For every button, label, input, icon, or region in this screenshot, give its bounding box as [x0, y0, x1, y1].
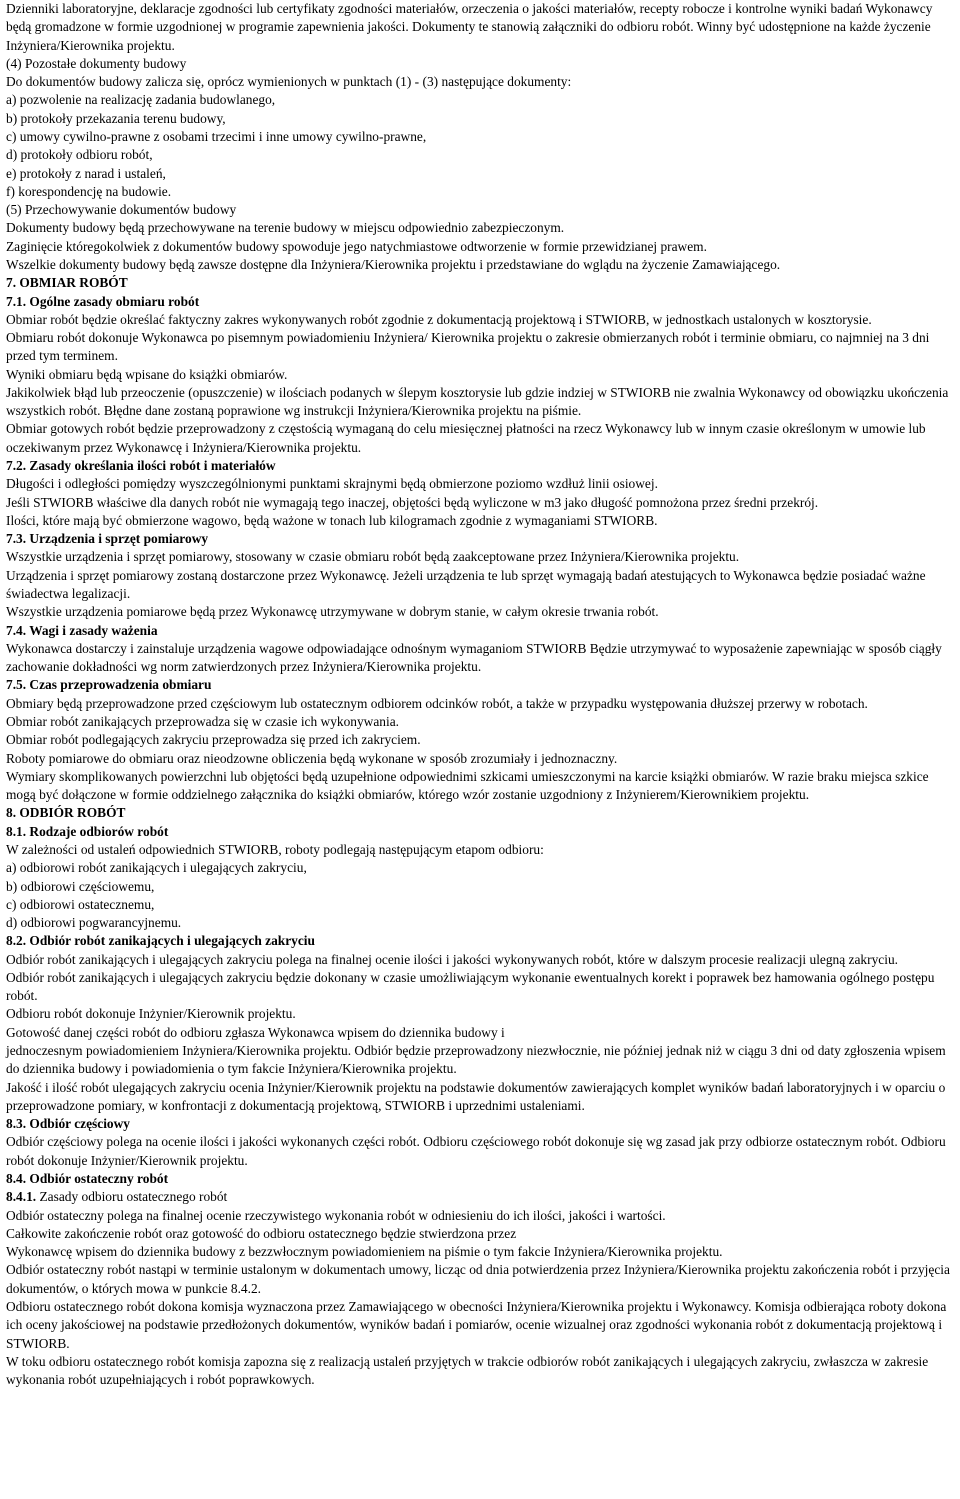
- paragraph: d) odbiorowi pogwarancyjnemu.: [6, 915, 182, 931]
- paragraph: jednoczesnym powiadomieniem Inżyniera/Kierownika projektu. Odbiór będzie przeprowadzony niezwłocznie, nie później jednak niż w ciągu 3 dni od daty zgłoszenia wpisem do dziennika budowy i powiadomienia o tym fakcie Inżyniera/Kierownika projektu.: [6, 1043, 946, 1077]
- section-heading: 7.4. Wagi i zasady ważenia: [6, 622, 158, 638]
- paragraph: Dokumenty budowy będą przechowywane na terenie budowy w miejscu odpowiednio zabezpieczonym.: [6, 220, 565, 236]
- paragraph: Odbiór ostateczny robót nastąpi w terminie ustalonym w dokumentach umowy, licząc od dnia potwierdzenia przez Inżyniera/Kierownika projektu zakończenia robót i przyjęcia dokumentów, o których mowa w punkcie 8.4.2.: [6, 1262, 950, 1296]
- section-heading: 8.3. Odbiór częściowy: [6, 1116, 130, 1132]
- paragraph: f) korespondencję na budowie.: [6, 183, 172, 199]
- paragraph: c) umowy cywilno-prawne z osobami trzecimi i inne umowy cywilno-prawne,: [6, 128, 427, 144]
- paragraph: e) protokoły z narad i ustaleń,: [6, 165, 166, 181]
- paragraph: (4) Pozostałe dokumenty budowy: [6, 55, 187, 71]
- section-heading: 8.2. Odbiór robót zanikających i ulegających zakryciu: [6, 933, 315, 949]
- paragraph: Wykonawcę wpisem do dziennika budowy z bezzwłocznym powiadomieniem na piśmie o tym fakcie Inżyniera/Kierownika projektu.: [6, 1244, 723, 1260]
- subsection-title: Zasady odbioru ostatecznego robót: [36, 1189, 228, 1205]
- paragraph: Wymiary skomplikowanych powierzchni lub objętości będą uzupełnione odpowiednimi szkicami umieszczonymi na karcie książki obmiarów. W razie braku miejsca szkice mogą być dołączone w formie oddzielnego załącznika do książki obmiarów, którego wzór zostanie uzgodniony z Inżynierem/Kierownikiem projektu.: [6, 768, 929, 803]
- section-heading: 7.5. Czas przeprowadzenia obmiaru: [6, 677, 212, 693]
- paragraph: (5) Przechowywanie dokumentów budowy: [6, 202, 237, 218]
- section-heading: 7.2. Zasady określania ilości robót i materiałów: [6, 458, 276, 474]
- paragraph: Jeśli STWIORB właściwe dla danych robót nie wymagają tego inaczej, objętości będą wyliczone w m3 jako długość pomnożona przez średni przekrój.: [6, 494, 819, 510]
- paragraph: Ilości, które mają być obmierzone wagowo, będą ważone w tonach lub kilogramach zgodnie z wymaganiami STWIORB.: [6, 512, 658, 528]
- paragraph: Odbioru robót dokonuje Inżynier/Kierownik projektu.: [6, 1006, 296, 1022]
- paragraph: Do dokumentów budowy zalicza się, oprócz wymienionych w punktach (1) - (3) następujące dokumenty:: [6, 74, 572, 90]
- section-heading: 8.1. Rodzaje odbiorów robót: [6, 823, 169, 839]
- paragraph: Obmiar robót zanikających przeprowadza się w czasie ich wykonywania.: [6, 713, 399, 729]
- paragraph: Roboty pomiarowe do obmiaru oraz nieodzowne obliczenia będą wykonane w sposób zrozumiały i jednoznaczny.: [6, 750, 618, 766]
- paragraph: Wykonawca dostarczy i zainstaluje urządzenia wagowe odpowiadające odnośnym wymaganiom STWIORB Będzie utrzymywać to wyposażenie zapewniając w sposób ciągły zachowanie dokładności wg norm zatwierdzonych przez Inżyniera/Kierownika projektu.: [6, 640, 942, 675]
- paragraph: Odbiór robót zanikających i ulegających zakryciu będzie dokonany w czasie umożliwiającym wykonanie ewentualnych korekt i poprawek bez hamowania ogólnego postępu robót.: [6, 969, 935, 1004]
- paragraph: Jakikolwiek błąd lub przeoczenie (opuszczenie) w ilościach podanych w ślepym kosztorysie lub gdzie indziej w STWIORB nie zwalnia Wykonawcy od obowiązku ukończenia wszystkich robót. Błędne dane zostaną poprawione wg instrukcji Inżyniera/Kierownika projektu na piśmie.: [6, 384, 949, 419]
- paragraph: Obmiar robót będzie określać faktyczny zakres wykonywanych robót zgodnie z dokumentacją projektową i STWIORB, w jednostkach ustalonych w kosztorysie.: [6, 311, 872, 327]
- paragraph: Obmiaru robót dokonuje Wykonawca po pisemnym powiadomieniu Inżyniera/ Kierownika projektu o zakresie obmierzanych robót i terminie obmiaru, co najmniej na 3 dni przed tym terminem.: [6, 330, 930, 364]
- section-heading: 7.1. Ogólne zasady obmiaru robót: [6, 293, 200, 309]
- paragraph: Wszystkie urządzenia i sprzęt pomiarowy, stosowany w czasie obmiaru robót będą zaakceptowane przez Inżyniera/Kierownika projektu.: [6, 549, 740, 565]
- paragraph: Wyniki obmiaru będą wpisane do książki obmiarów.: [6, 366, 288, 382]
- paragraph: d) protokoły odbioru robót,: [6, 147, 153, 163]
- paragraph: Gotowość danej części robót do odbioru zgłasza Wykonawca wpisem do dziennika budowy i: [6, 1024, 505, 1040]
- section-heading: 8.4. Odbiór ostateczny robót: [6, 1171, 169, 1186]
- paragraph: Długości i odległości pomiędzy wyszczególnionymi punktami skrajnymi będą obmierzone poziomo wzdłuż linii osiowej.: [6, 476, 658, 492]
- paragraph: Jakość i ilość robót ulegających zakryciu ocenia Inżynier/Kierownik projektu na podstawie dokumentów zawierających komplet wyników badań laboratoryjnych i w oparciu o przeprowadzone pomiary, w konfrontacji z dokumentacją projektową, STWIORB i uprzednimi ustaleniami.: [6, 1079, 946, 1113]
- paragraph: Obmiar robót podlegających zakryciu przeprowadza się przed ich zakryciem.: [6, 732, 421, 748]
- subsection-paragraph: [6, 1188, 954, 1206]
- paragraph: Urządzenia i sprzęt pomiarowy zostaną dostarczone przez Wykonawcę. Jeżeli urządzenia te lub sprzęt wymagają badań atestujących to Wykonawca będzie posiadać ważne świadectwa legalizacji.: [6, 567, 926, 601]
- paragraph: Dzienniki laboratoryjne, deklaracje zgodności lub certyfikaty zgodności materiałów, orzeczenia o jakości materiałów, recepty robocze i kontrolne wyniki badań Wykonawcy będą gromadzone w formie uzgodnionej w programie zapewnienia jakości. Dokumenty te stanowią załączniki do odbioru robót. Winny być udostępnione na każde życzenie Inżyniera/Kierownika projektu.: [6, 1, 933, 53]
- paragraph: Wszelkie dokumenty budowy będą zawsze dostępne dla Inżyniera/Kierownika projektu i przedstawiane do wglądu na życzenie Zamawiającego.: [6, 256, 781, 272]
- paragraph: W toku odbioru ostatecznego robót komisja zapozna się z realizacją ustaleń przyjętych w trakcie odbiorów robót zanikających i ulegających zakryciu, zwłaszcza w zakresie wykonania robót uzupełniających i robót poprawkowych.: [6, 1353, 929, 1388]
- paragraph: W zależności od ustaleń odpowiednich STWIORB, roboty podlegają następującym etapom odbioru:: [6, 841, 544, 857]
- paragraph: Obmiary będą przeprowadzone przed częściowym lub ostatecznym odbiorem odcinków robót, a także w przypadku występowania dłuższej przerwy w robotach.: [6, 695, 868, 711]
- paragraph: Odbiór robót zanikających i ulegających zakryciu polega na finalnej ocenie ilości i jakości wykonywanych robót, które w dalszym procesie realizacji ulegną zakryciu.: [6, 951, 898, 967]
- paragraph: c) odbiorowi ostatecznemu,: [6, 896, 155, 912]
- paragraph: Odbioru ostatecznego robót dokona komisja wyznaczona przez Zamawiającego w obecności Inżyniera/Kierownika projektu i Wykonawcy. Komisja odbierająca roboty dokona ich oceny jakościowej na podstawie przedłożonych dokumentów, wyników badań i pomiarów, ocenie wizualnej oraz zgodności wykonania robót z dokumentacją projektową i STWIORB.: [6, 1298, 947, 1351]
- paragraph: Całkowite zakończenie robót oraz gotowość do odbioru ostatecznego będzie stwierdzona przez: [6, 1225, 517, 1241]
- section-heading: 8. ODBIÓR ROBÓT: [6, 805, 126, 821]
- paragraph: Odbiór częściowy polega na ocenie ilości i jakości wykonanych części robót. Odbioru częściowego robót dokonuje się wg zasad jak przy odbiorze ostatecznym robót. Odbioru robót dokonuje Inżynier/Kierownik projektu.: [6, 1134, 946, 1168]
- paragraph: Obmiar gotowych robót będzie przeprowadzony z częstością wymaganą do celu miesięcznej płatności na rzecz Wykonawcy lub w innym czasie określonym w umowie lub oczekiwanym przez Wykonawcę i Inżyniera/Kierownika projektu.: [6, 421, 926, 455]
- section-heading: 7.3. Urządzenia i sprzęt pomiarowy: [6, 531, 209, 547]
- subsection-number: 8.4.1.: [6, 1189, 37, 1205]
- paragraph: b) protokoły przekazania terenu budowy,: [6, 110, 226, 126]
- paragraph: Odbiór ostateczny polega na finalnej ocenie rzeczywistego wykonania robót w odniesieniu do ich ilości, jakości i wartości.: [6, 1207, 666, 1223]
- paragraph: Zaginięcie któregokolwiek z dokumentów budowy spowoduje jego natychmiastowe odtworzenie w formie przewidzianej prawem.: [6, 238, 707, 254]
- section-heading: 7. OBMIAR ROBÓT: [6, 275, 128, 291]
- paragraph: a) odbiorowi robót zanikających i ulegających zakryciu,: [6, 860, 307, 876]
- paragraph: a) pozwolenie na realizację zadania budowlanego,: [6, 92, 276, 108]
- paragraph: b) odbiorowi częściowemu,: [6, 878, 155, 894]
- paragraph: Wszystkie urządzenia pomiarowe będą przez Wykonawcę utrzymywane w dobrym stanie, w całym okresie trwania robót.: [6, 604, 659, 620]
